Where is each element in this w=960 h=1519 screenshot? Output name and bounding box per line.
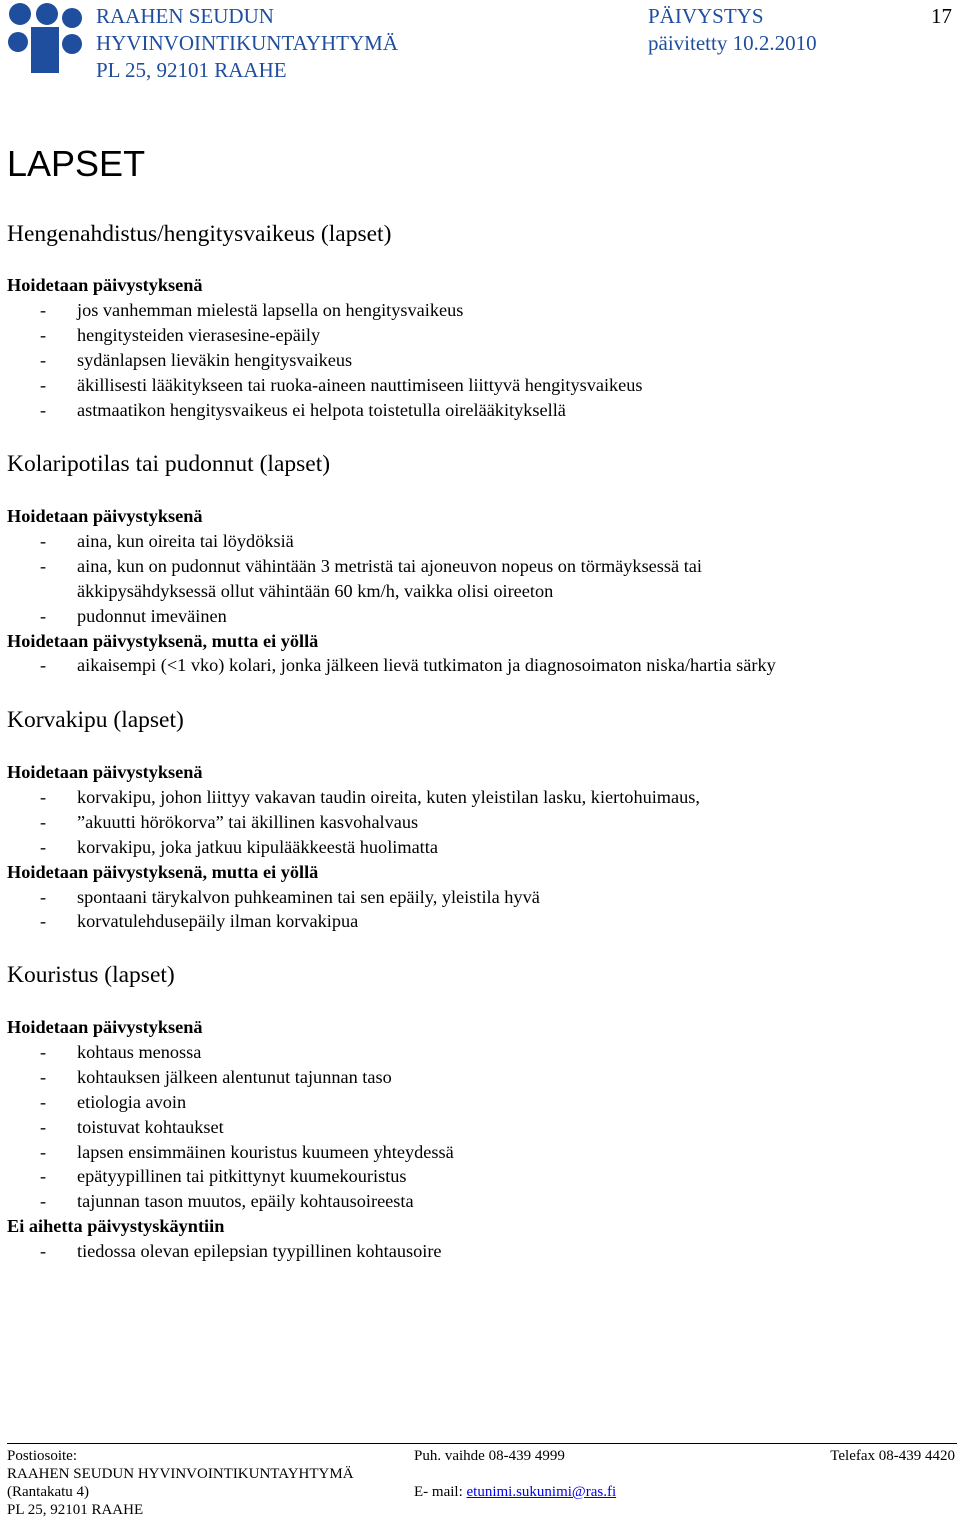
footer-email-link[interactable]: etunimi.sukunimi@ras.fi bbox=[466, 1484, 617, 1500]
list-item-continuation: äkkipysähdyksessä ollut vähintään 60 km/h, vaikka olisi oireeton bbox=[77, 580, 554, 601]
list-item: - toistuvat kohtaukset bbox=[40, 1116, 224, 1137]
list-item: - tajunnan tason muutos, epäily kohtausoireesta bbox=[40, 1191, 414, 1212]
footer-street: (Rantakatu 4) bbox=[7, 1484, 90, 1500]
group-label: Ei aihetta päivystyskäyntiin bbox=[7, 1216, 225, 1237]
group-label: Hoidetaan päivystyksenä bbox=[7, 1017, 203, 1037]
list-item: - ”akuutti hörökorva” tai äkillinen kasvohalvaus bbox=[40, 811, 419, 832]
footer-divider bbox=[7, 1443, 957, 1444]
list-item: - aina, kun oireita tai löydöksiä bbox=[40, 530, 294, 551]
page-number: 17 bbox=[931, 4, 952, 28]
section-heading: Kolaripotilas tai pudonnut (lapset) bbox=[7, 451, 331, 477]
group-label: Hoidetaan päivystyksenä bbox=[7, 506, 203, 526]
page-title: LAPSET bbox=[7, 143, 146, 184]
list-item: - astmaatikon hengitysvaikeus ei helpota toistetulla oirelääkityksellä bbox=[40, 399, 566, 420]
section-collision bbox=[7, 504, 776, 678]
list-item: - kohtaus menossa bbox=[40, 1041, 202, 1062]
group-label: Hoidetaan päivystyksenä bbox=[7, 762, 203, 782]
list-item: - aikaisempi (<1 vko) kolari, jonka jälkeen lievä tutkimaton ja diagnosoimaton niska/hartia särky bbox=[40, 655, 776, 676]
group-label: Hoidetaan päivystyksenä, mutta ei yöllä bbox=[7, 630, 319, 651]
list-item: - korvakipu, johon liittyy vakavan taudin oireita, kuten yleistilan lasku, kiertohuimaus, bbox=[40, 786, 700, 807]
list-item: - etiologia avoin bbox=[40, 1091, 187, 1112]
footer-fax: Telefax 08-439 4420 bbox=[830, 1448, 955, 1464]
list-item: - kohtauksen jälkeen alentunut tajunnan taso bbox=[40, 1066, 392, 1087]
list-item: - sydänlapsen lieväkin hengitysvaikeus bbox=[40, 349, 353, 370]
footer-postal-label: Postiosoite: bbox=[7, 1448, 78, 1464]
header-org-address: PL 25, 92101 RAAHE bbox=[96, 58, 287, 82]
list-item: - spontaani tärykalvon puhkeaminen tai sen epäily, yleistila hyvä bbox=[40, 886, 540, 907]
list-item: - äkillisesti lääkitykseen tai ruoka-aineen nauttimiseen liittyvä hengitysvaikeus bbox=[40, 374, 643, 395]
section-heading: Hengenahdistus/hengitysvaikeus (lapset) bbox=[7, 221, 392, 247]
list-item: - tiedossa olevan epilepsian tyypillinen kohtausoire bbox=[40, 1241, 442, 1262]
footer-po-box: PL 25, 92101 RAAHE bbox=[7, 1502, 144, 1518]
list-item: - hengitysteiden vierasesine-epäily bbox=[40, 324, 321, 345]
section-heading: Kouristus (lapset) bbox=[7, 962, 175, 988]
header-updated-date: päivitetty 10.2.2010 bbox=[648, 31, 817, 55]
section-convulsion bbox=[7, 1015, 454, 1264]
header-org-line1: RAAHEN SEUDUN bbox=[96, 4, 274, 28]
section-heading: Korvakipu (lapset) bbox=[7, 707, 184, 733]
section-earache bbox=[7, 760, 700, 934]
footer-org-name: RAAHEN SEUDUN HYVINVOINTIKUNTAYHTYMÄ bbox=[7, 1466, 354, 1482]
list-item: - korvatulehdusepäily ilman korvakipua bbox=[40, 911, 359, 932]
list-item: - pudonnut imeväinen bbox=[40, 605, 227, 626]
footer-phone: Puh. vaihde 08-439 4999 bbox=[414, 1448, 565, 1464]
header-org-line2: HYVINVOINTIKUNTAYHTYMÄ bbox=[96, 31, 399, 55]
list-item: - aina, kun on pudonnut vähintään 3 metristä tai ajoneuvon nopeus on törmäyksessä tai bbox=[40, 555, 702, 576]
group-label: Hoidetaan päivystyksenä, mutta ei yöllä bbox=[7, 861, 319, 882]
list-item: - jos vanhemman mielestä lapsella on hengitysvaikeus bbox=[40, 299, 464, 320]
list-item: - korvakipu, joka jatkuu kipulääkkeestä huolimatta bbox=[40, 836, 438, 857]
footer-email-row bbox=[414, 1483, 616, 1501]
footer-email-label: E- mail: bbox=[414, 1484, 463, 1500]
list-item: - epätyypillinen tai pitkittynyt kuumekouristus bbox=[40, 1166, 407, 1187]
section-breathing bbox=[7, 273, 643, 422]
header-doc-title: PÄIVYSTYS bbox=[648, 4, 764, 28]
group-label: Hoidetaan päivystyksenä bbox=[7, 275, 203, 295]
organization-logo-icon bbox=[6, 2, 84, 76]
list-item: - lapsen ensimmäinen kouristus kuumeen yhteydessä bbox=[40, 1141, 454, 1162]
